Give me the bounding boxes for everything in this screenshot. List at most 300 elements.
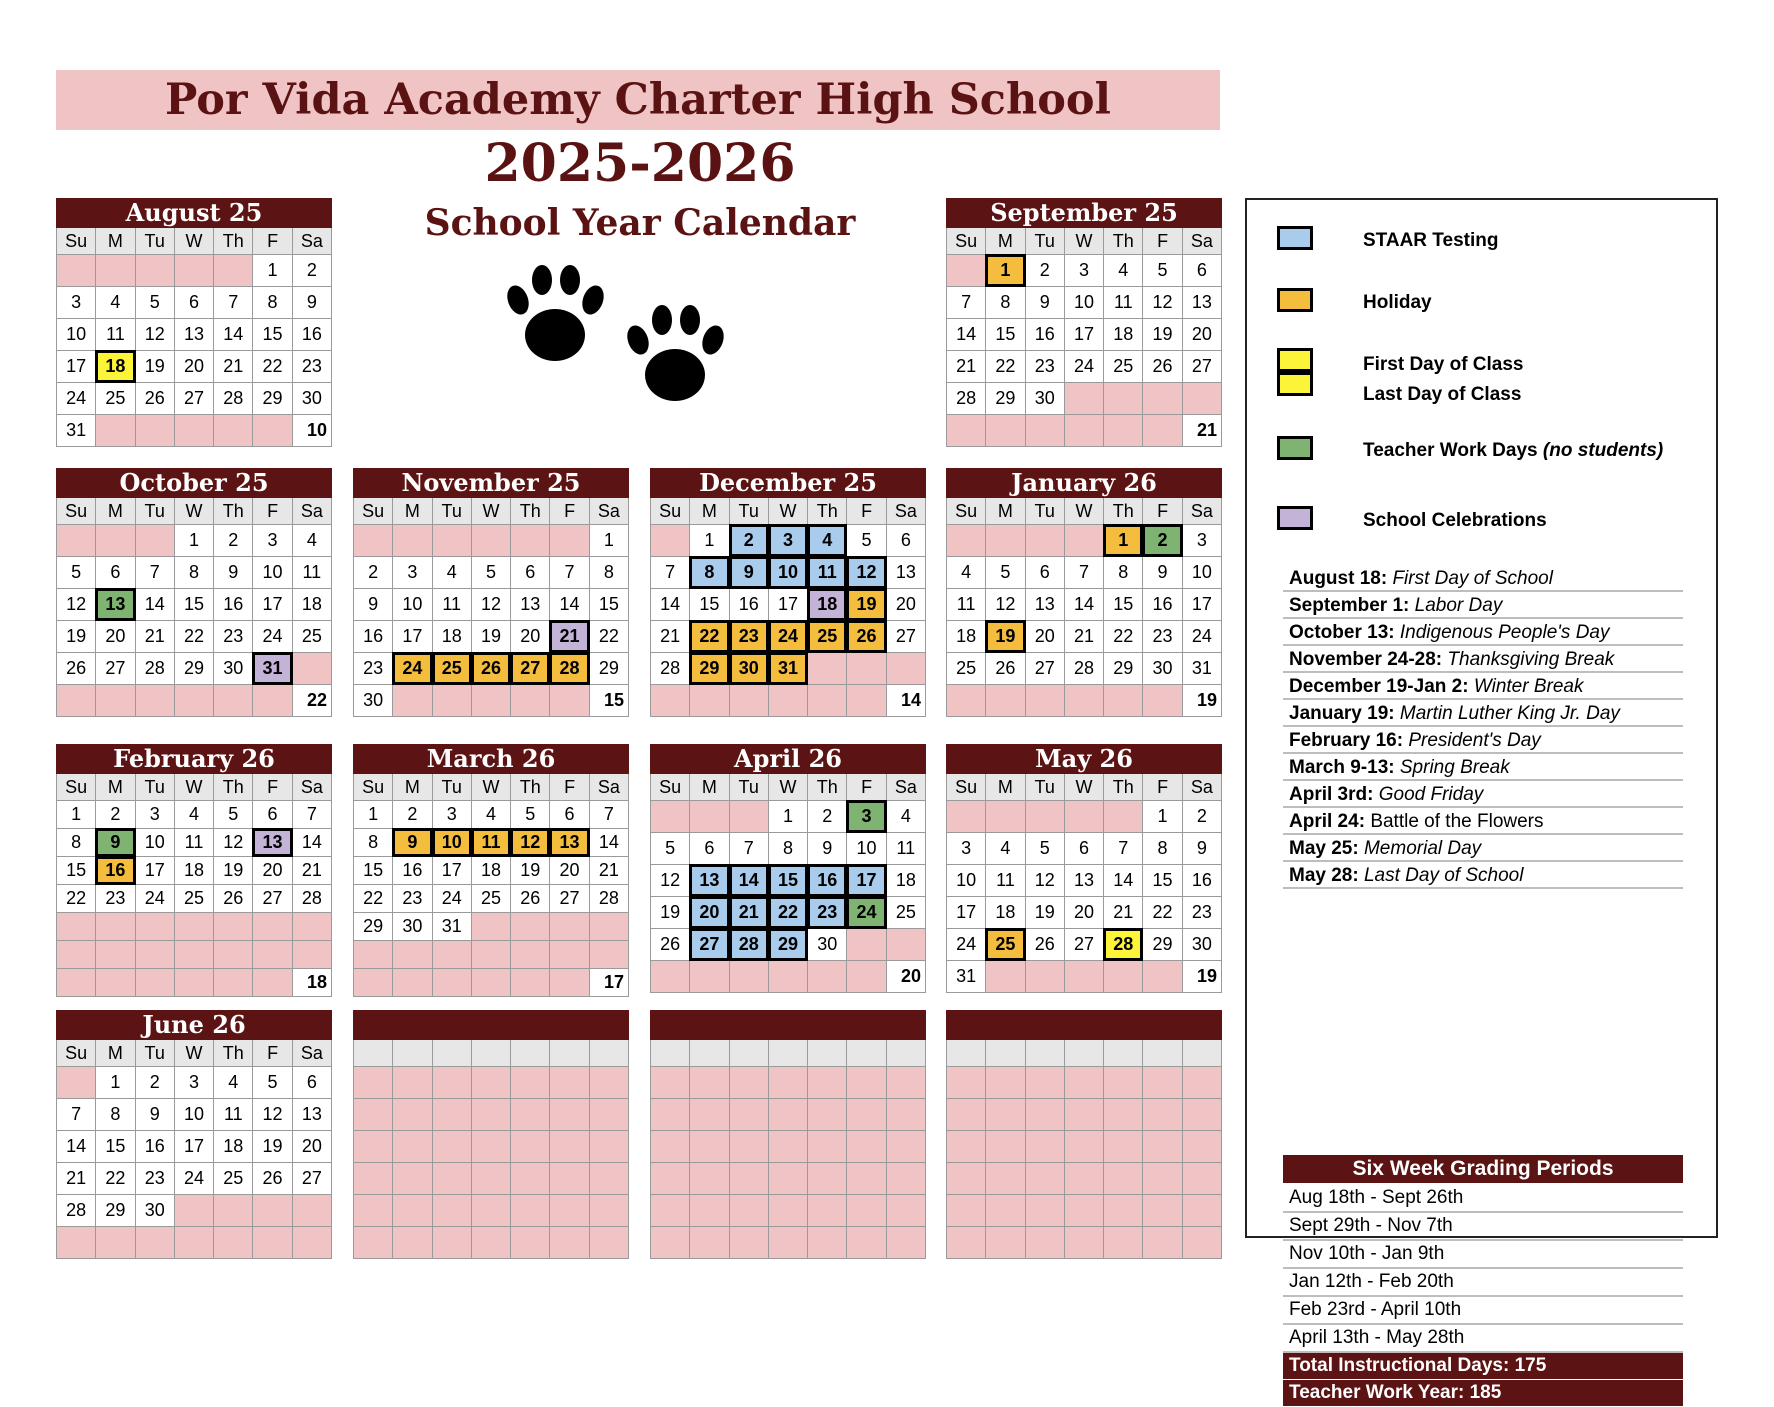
calendar-day: 18 (947, 621, 985, 652)
calendar-day: 20 (887, 589, 925, 620)
calendar-day: 24 (847, 897, 885, 928)
empty-day (136, 255, 174, 286)
empty-day (511, 1163, 549, 1194)
empty-day (1065, 1195, 1103, 1226)
calendar-day: 5 (986, 557, 1024, 588)
empty-day (393, 1227, 431, 1258)
day-name-header: Sa (887, 774, 925, 800)
day-name-header (847, 1040, 885, 1066)
calendar-day: 22 (57, 885, 95, 912)
calendar-day: 5 (1026, 833, 1064, 864)
empty-day (393, 1163, 431, 1194)
month-title (946, 1010, 1222, 1040)
empty-day (96, 913, 134, 940)
calendar-day: 13 (175, 319, 213, 350)
calendar-day: 19 (1143, 319, 1181, 350)
calendar-day: 19 (57, 621, 95, 652)
calendar-day: 17 (175, 1131, 213, 1162)
calendar-day: 14 (651, 589, 689, 620)
empty-day (354, 1163, 392, 1194)
calendar-day: 22 (253, 351, 291, 382)
empty-day (96, 969, 134, 996)
empty-day (1143, 685, 1181, 716)
calendar-day: 13 (253, 829, 291, 856)
calendar-day: 21 (550, 621, 588, 652)
calendar-day: 30 (293, 383, 331, 414)
day-name-header: Sa (887, 498, 925, 524)
calendar-day: 15 (57, 857, 95, 884)
month-grid (946, 228, 1222, 447)
day-name-header: W (175, 774, 213, 800)
event-date: February 16: (1289, 730, 1409, 751)
calendar-day: 1 (354, 801, 392, 828)
event-label: Martin Luther King Jr. Day (1399, 703, 1620, 724)
empty-day (214, 415, 252, 446)
empty-day (96, 415, 134, 446)
month-title: August 25 (56, 198, 332, 228)
empty-day (1065, 525, 1103, 556)
day-name-header: M (986, 498, 1024, 524)
empty-day (947, 801, 985, 832)
empty-day (550, 1099, 588, 1130)
calendar-day: 11 (175, 829, 213, 856)
calendar-day: 5 (651, 833, 689, 864)
calendar-day: 3 (847, 801, 885, 832)
calendar-day: 11 (96, 319, 134, 350)
empty-day (354, 1227, 392, 1258)
day-name-header: Th (1104, 498, 1142, 524)
day-name-header: Su (57, 228, 95, 254)
calendar-day: 7 (730, 833, 768, 864)
empty-day (253, 1227, 291, 1258)
calendar-day: 19 (511, 857, 549, 884)
calendar-day: 25 (986, 929, 1024, 960)
day-name-header: W (472, 774, 510, 800)
calendar-day: 26 (986, 653, 1024, 684)
calendar-day: 5 (511, 801, 549, 828)
month-instructional-days: 21 (1183, 415, 1221, 446)
calendar-day: 14 (293, 829, 331, 856)
month-grid (650, 1040, 926, 1259)
calendar-day: 18 (986, 897, 1024, 928)
day-name-header: Th (808, 498, 846, 524)
calendar-day: 13 (293, 1099, 331, 1130)
empty-day (769, 1227, 807, 1258)
calendar-day: 23 (808, 897, 846, 928)
empty-day (433, 1195, 471, 1226)
empty-day (769, 1067, 807, 1098)
day-name-header: F (1143, 774, 1181, 800)
month-grid (353, 774, 629, 997)
empty-day (769, 1099, 807, 1130)
day-name-header: F (847, 774, 885, 800)
empty-day (433, 1131, 471, 1162)
empty-day (354, 1195, 392, 1226)
calendar-day: 22 (769, 897, 807, 928)
calendar-day: 19 (136, 351, 174, 382)
calendar-day: 20 (96, 621, 134, 652)
empty-day (253, 913, 291, 940)
day-name-header (550, 1040, 588, 1066)
empty-day (550, 685, 588, 716)
empty-day (808, 1163, 846, 1194)
calendar-day: 22 (96, 1163, 134, 1194)
calendar-day: 21 (293, 857, 331, 884)
event-label: Good Friday (1378, 784, 1484, 805)
calendar-day: 13 (1065, 865, 1103, 896)
calendar-day: 8 (769, 833, 807, 864)
day-name-header (1065, 1040, 1103, 1066)
month-title: February 26 (56, 744, 332, 774)
calendar-day: 3 (433, 801, 471, 828)
calendar-day: 21 (651, 621, 689, 652)
month-calendar (650, 744, 926, 993)
month-calendar (946, 744, 1222, 993)
calendar-day: 10 (769, 557, 807, 588)
calendar-day: 7 (550, 557, 588, 588)
calendar-day: 28 (947, 383, 985, 414)
empty-day (730, 1131, 768, 1162)
event-date: September 1: (1289, 595, 1415, 616)
event-date: May 25: (1289, 838, 1364, 859)
calendar-day: 7 (57, 1099, 95, 1130)
empty-day (590, 1163, 628, 1194)
empty-day (651, 685, 689, 716)
calendar-day: 31 (769, 653, 807, 684)
empty-day (354, 1067, 392, 1098)
empty-day (96, 525, 134, 556)
calendar-day: 6 (175, 287, 213, 318)
calendar-day: 26 (511, 885, 549, 912)
empty-day (472, 1099, 510, 1130)
calendar-day: 24 (947, 929, 985, 960)
empty-day (1143, 1131, 1181, 1162)
day-name-header: F (1143, 228, 1181, 254)
empty-day (690, 1131, 728, 1162)
empty-day (690, 685, 728, 716)
month-title: January 26 (946, 468, 1222, 498)
empty-day (1065, 961, 1103, 992)
month-title: November 25 (353, 468, 629, 498)
empty-day (175, 913, 213, 940)
calendar-day: 7 (293, 801, 331, 828)
calendar-day: 27 (550, 885, 588, 912)
empty-day (808, 1099, 846, 1130)
empty-day (1026, 1227, 1064, 1258)
empty-day (1104, 1227, 1142, 1258)
calendar-day: 15 (1104, 589, 1142, 620)
empty-day (57, 941, 95, 968)
empty-day (393, 685, 431, 716)
day-name-header: F (253, 498, 291, 524)
calendar-day: 18 (214, 1131, 252, 1162)
event-row (1283, 835, 1683, 862)
calendar-day: 26 (847, 621, 885, 652)
day-name-header: F (550, 498, 588, 524)
month-instructional-days: 20 (887, 961, 925, 992)
empty-day (690, 1067, 728, 1098)
calendar-day: 17 (847, 865, 885, 896)
empty-day (393, 1131, 431, 1162)
event-date: January 19: (1289, 703, 1400, 724)
calendar-day: 3 (947, 833, 985, 864)
calendar-day: 26 (253, 1163, 291, 1194)
empty-day (769, 1163, 807, 1194)
day-name-header: Th (214, 228, 252, 254)
calendar-day: 21 (214, 351, 252, 382)
calendar-day: 12 (847, 557, 885, 588)
calendar-day: 28 (1065, 653, 1103, 684)
day-name-header: Tu (136, 228, 174, 254)
empty-day (1104, 1195, 1142, 1226)
empty-day (472, 1227, 510, 1258)
empty-day (986, 1067, 1024, 1098)
calendar-day: 15 (175, 589, 213, 620)
calendar-day: 2 (730, 525, 768, 556)
empty-day (947, 1195, 985, 1226)
calendar-day: 9 (730, 557, 768, 588)
calendar-day: 29 (354, 913, 392, 940)
calendar-day: 23 (393, 885, 431, 912)
grading-period: Feb 23rd - April 10th (1283, 1297, 1683, 1325)
calendar-day: 28 (590, 885, 628, 912)
month-instructional-days: 17 (590, 969, 628, 996)
empty-day (214, 1227, 252, 1258)
empty-day (1026, 1163, 1064, 1194)
empty-day (1104, 1099, 1142, 1130)
day-name-header: F (253, 228, 291, 254)
grading-period: April 13th - May 28th (1283, 1325, 1683, 1353)
calendar-day: 13 (690, 865, 728, 896)
month-grid (946, 498, 1222, 717)
calendar-day: 16 (808, 865, 846, 896)
empty-day (214, 941, 252, 968)
day-name-header: M (96, 774, 134, 800)
day-name-header: Su (57, 498, 95, 524)
event-date: August 18: (1289, 568, 1393, 589)
event-label: Memorial Day (1363, 838, 1482, 859)
calendar-day: 5 (57, 557, 95, 588)
calendar-day: 13 (550, 829, 588, 856)
empty-day (847, 685, 885, 716)
day-name-header: M (986, 228, 1024, 254)
calendar-day: 30 (1143, 653, 1181, 684)
event-row (1283, 619, 1683, 646)
empty-day (57, 969, 95, 996)
calendar-day: 23 (136, 1163, 174, 1194)
calendar-day: 17 (433, 857, 471, 884)
calendar-day: 25 (887, 897, 925, 928)
empty-day (986, 1227, 1024, 1258)
empty-day (769, 685, 807, 716)
calendar-day: 25 (293, 621, 331, 652)
event-label: Indigenous People's Day (1399, 622, 1610, 643)
calendar-day: 22 (354, 885, 392, 912)
empty-day (690, 801, 728, 832)
calendar-day: 22 (590, 621, 628, 652)
grading-period: Aug 18th - Sept 26th (1283, 1185, 1683, 1213)
empty-day (887, 1195, 925, 1226)
day-name-header: M (986, 774, 1024, 800)
calendar-day: 29 (253, 383, 291, 414)
calendar-day: 4 (293, 525, 331, 556)
calendar-day: 28 (550, 653, 588, 684)
day-name-header: Th (511, 774, 549, 800)
empty-day (1183, 1067, 1221, 1098)
calendar-day: 4 (887, 801, 925, 832)
empty-day (1143, 1067, 1181, 1098)
empty-day (293, 653, 331, 684)
calendar-day: 8 (175, 557, 213, 588)
calendar-day: 18 (433, 621, 471, 652)
empty-day (1026, 1099, 1064, 1130)
calendar-day: 27 (253, 885, 291, 912)
calendar-day: 16 (393, 857, 431, 884)
calendar-day: 13 (1026, 589, 1064, 620)
month-calendar (353, 1010, 629, 1259)
empty-day (511, 941, 549, 968)
empty-day (769, 1131, 807, 1162)
calendar-day: 20 (175, 351, 213, 382)
month-grid (353, 1040, 629, 1259)
calendar-day: 14 (947, 319, 985, 350)
event-label: Spring Break (1399, 757, 1510, 778)
calendar-day: 12 (214, 829, 252, 856)
empty-day (651, 1131, 689, 1162)
empty-day (511, 1227, 549, 1258)
calendar-day: 12 (472, 589, 510, 620)
empty-day (214, 969, 252, 996)
empty-day (1104, 415, 1142, 446)
event-date: April 3rd: (1289, 784, 1379, 805)
empty-day (1183, 1163, 1221, 1194)
month-instructional-days: 22 (293, 685, 331, 716)
calendar-day: 23 (1143, 621, 1181, 652)
calendar-day: 25 (96, 383, 134, 414)
empty-day (433, 1227, 471, 1258)
month-grid (353, 498, 629, 717)
empty-day (511, 685, 549, 716)
empty-day (1183, 383, 1221, 414)
calendar-day: 21 (136, 621, 174, 652)
calendar-day: 22 (1104, 621, 1142, 652)
empty-day (136, 913, 174, 940)
month-grid (650, 774, 926, 993)
empty-day (1143, 383, 1181, 414)
empty-day (511, 913, 549, 940)
day-name-header: Su (354, 498, 392, 524)
event-row (1283, 781, 1683, 808)
calendar-day: 1 (253, 255, 291, 286)
calendar-day: 29 (986, 383, 1024, 414)
month-instructional-days: 19 (1183, 961, 1221, 992)
empty-day (293, 1227, 331, 1258)
day-name-header: Sa (293, 774, 331, 800)
empty-day (433, 941, 471, 968)
empty-day (550, 913, 588, 940)
calendar-day: 20 (550, 857, 588, 884)
total-instructional-days: Total Instructional Days: 175 (1283, 1353, 1683, 1380)
empty-day (769, 961, 807, 992)
empty-day (947, 525, 985, 556)
empty-day (472, 685, 510, 716)
calendar-day: 15 (986, 319, 1024, 350)
day-name-header: F (847, 498, 885, 524)
calendar-day: 6 (887, 525, 925, 556)
month-grid (56, 1040, 332, 1259)
empty-day (590, 913, 628, 940)
day-name-header (1104, 1040, 1142, 1066)
calendar-day: 20 (293, 1131, 331, 1162)
calendar-day: 20 (1065, 897, 1103, 928)
empty-day (136, 941, 174, 968)
calendar-day: 30 (1183, 929, 1221, 960)
calendar-day: 27 (1026, 653, 1064, 684)
empty-day (1143, 961, 1181, 992)
empty-day (887, 1227, 925, 1258)
empty-day (690, 1195, 728, 1226)
empty-day (1183, 1195, 1221, 1226)
calendar-day: 16 (730, 589, 768, 620)
calendar-day: 10 (1183, 557, 1221, 588)
grading-periods-list (1283, 1185, 1683, 1407)
day-name-header: F (253, 774, 291, 800)
day-name-header: W (472, 498, 510, 524)
empty-day (550, 1067, 588, 1098)
calendar-day: 19 (472, 621, 510, 652)
calendar-day: 3 (1183, 525, 1221, 556)
day-name-header: Sa (1183, 774, 1221, 800)
calendar-day: 26 (136, 383, 174, 414)
empty-day (550, 1227, 588, 1258)
calendar-day: 2 (1183, 801, 1221, 832)
day-name-header (393, 1040, 431, 1066)
month-instructional-days: 18 (293, 969, 331, 996)
calendar-day: 11 (947, 589, 985, 620)
empty-day (808, 1195, 846, 1226)
empty-day (730, 1067, 768, 1098)
day-name-header: Sa (293, 228, 331, 254)
day-name-header (651, 1040, 689, 1066)
empty-day (57, 255, 95, 286)
calendar-day: 10 (175, 1099, 213, 1130)
day-name-header (690, 1040, 728, 1066)
day-name-header (1026, 1040, 1064, 1066)
empty-day (947, 1227, 985, 1258)
empty-day (472, 525, 510, 556)
empty-day (354, 1131, 392, 1162)
empty-day (1104, 961, 1142, 992)
day-name-header (1183, 1040, 1221, 1066)
calendar-day: 17 (947, 897, 985, 928)
calendar-day: 25 (472, 885, 510, 912)
empty-day (136, 685, 174, 716)
empty-day (847, 1195, 885, 1226)
empty-day (651, 1195, 689, 1226)
empty-day (175, 969, 213, 996)
calendar-day: 21 (590, 857, 628, 884)
calendar-day: 21 (1065, 621, 1103, 652)
grading-periods-title: Six Week Grading Periods (1283, 1155, 1683, 1183)
legend-panel (1245, 198, 1718, 1403)
calendar-day: 14 (214, 319, 252, 350)
calendar-day: 22 (175, 621, 213, 652)
calendar-day: 17 (136, 857, 174, 884)
calendar-day: 12 (651, 865, 689, 896)
day-name-header: W (769, 774, 807, 800)
day-name-header (472, 1040, 510, 1066)
event-label: Winter Break (1473, 676, 1584, 697)
